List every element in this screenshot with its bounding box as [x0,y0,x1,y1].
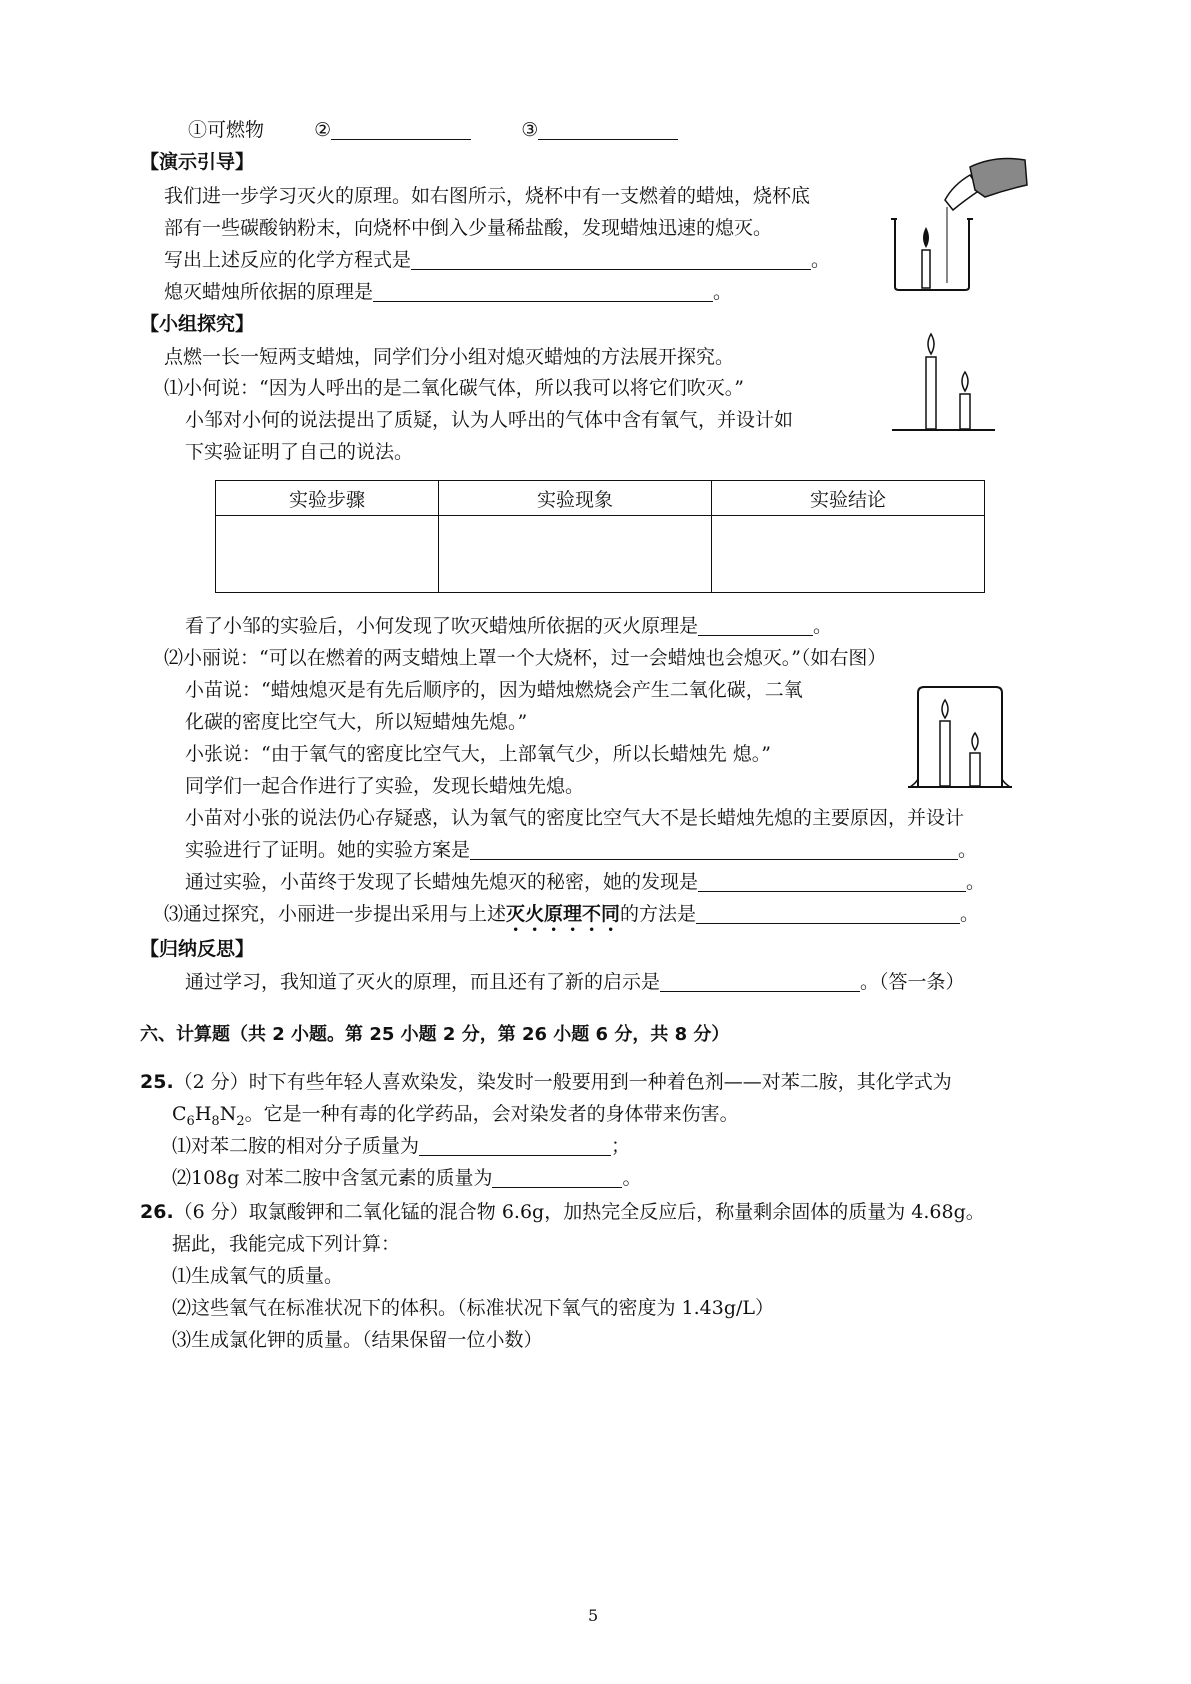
q26-part-3: ⑶生成氯化钾的质量。（结果保留一位小数） [172,1329,543,1351]
two-candles-figure [890,332,1000,434]
experiment-table [215,480,985,593]
table-cell-phenomena[interactable] [439,516,712,593]
method-blank[interactable] [696,903,960,924]
q2-line-d: 小张说：“由于氧气的密度比空气大，上部氧气少，所以长蜡烛先 熄。” [185,743,771,765]
demo-line-2: 部有一些碳酸钠粉末，向烧杯中倒入少量稀盐酸，发现蜡烛迅速的熄灭。 [164,217,773,239]
molecular-mass-blank[interactable] [419,1135,611,1156]
q2-line-b: 小苗说：“蜡烛熄灭是有先后顺序的，因为蜡烛燃烧会产生二氧化碳，二氧 [185,679,803,701]
fill-line: ①可燃物 ② ③ [188,116,678,144]
insight-blank[interactable] [660,971,860,992]
page-number: 5 [588,1606,599,1625]
equation-blank[interactable] [411,249,811,270]
beaker-pouring-figure [885,155,1030,295]
q26-part-1: ⑴生成氧气的质量。 [172,1265,344,1287]
answer-blank-3[interactable] [538,119,678,140]
q26-line-2: 据此，我能完成下列计算： [172,1233,401,1255]
q2-line-a: ⑵小丽说：“可以在燃着的两支蜡烛上罩一个大烧杯，过一会蜡烛也会熄灭。”（如右图） [164,647,887,669]
section-heading-demo: 【演示引导】 [140,151,255,173]
q2-line-c: 化碳的密度比空气大，所以短蜡烛先熄。” [185,711,528,733]
q1-line-a: ⑴小何说：“因为人呼出的是二氧化碳气体，所以我可以将它们吹灭。” [164,377,744,399]
demo-line-3: 写出上述反应的化学方程式是 。 [164,249,831,271]
answer-blank-2[interactable] [331,119,471,140]
table-header: 实验现象 [439,481,712,516]
discovery-blank[interactable] [698,871,966,892]
covered-candles-figure [908,683,1016,791]
q3-line: ⑶通过探究，小丽进一步提出采用与上述灭火原理不同的方法是 。 [164,903,980,925]
q2-line-h: 通过实验，小苗终于发现了长蜡烛先熄灭的秘密，她的发现是 。 [185,871,986,893]
question-number: 26. [140,1201,174,1223]
table-header: 实验结论 [712,481,985,516]
q1-line-b: 小邹对小何的说法提出了质疑，认为人呼出的气体中含有氧气，并设计如 [185,409,794,431]
q25-part-2: ⑵108g 对苯二胺中含氢元素的质量为 。 [172,1167,642,1189]
demo-line-4: 熄灭蜡烛所依据的原理是 。 [164,281,733,303]
question-number: 25. [140,1071,174,1093]
q26-line-1: 26.（6 分）取氯酸钾和二氧化锰的混合物 6.6g，加热完全反应后，称量剩余固体的质量为 4.68g。 [140,1201,985,1223]
after-table-line: 看了小邹的实验后，小何发现了吹灭蜡烛所依据的灭火原理是 。 [185,615,833,637]
table-row [216,516,985,593]
reflect-line: 通过学习，我知道了灭火的原理，而且还有了新的启示是 。（答一条） [185,971,965,993]
q25-part-1: ⑴对苯二胺的相对分子质量为 ； [172,1135,631,1157]
table-header-row [216,481,985,516]
blow-principle-blank[interactable] [698,615,813,636]
demo-line-1: 我们进一步学习灭火的原理。如右图所示，烧杯中有一支燃着的蜡烛，烧杯底 [164,185,811,207]
q25-line-2: $C_6H_8N_2$。它是一种有毒的化学药品，会对染发者的身体带来伤害。 [172,1103,739,1129]
plan-blank[interactable] [470,839,958,860]
q25-line-1: 25.（2 分）时下有些年轻人喜欢染发，染发时一般要用到一种着色剂——对苯二胺，其化学式为 [140,1071,952,1093]
q26-part-2: ⑵这些氧气在标准状况下的体积。（标准状况下氧气的密度为 1.43g/L） [172,1297,775,1319]
table-header: 实验步骤 [216,481,439,516]
table-cell-steps[interactable] [216,516,439,593]
section-heading-group: 【小组探究】 [140,313,255,335]
q1-line-c: 下实验证明了自己的说法。 [185,441,414,463]
q2-line-f: 小苗对小张的说法仍心存疑惑，认为氧气的密度比空气大不是长蜡烛先熄的主要原因，并设计 [185,807,965,829]
group-intro: 点燃一长一短两支蜡烛，同学们分小组对熄灭蜡烛的方法展开探究。 [164,346,735,368]
table-cell-conclusion[interactable] [712,516,985,593]
section-6-title: 六、计算题（共 2 小题。第 25 小题 2 分，第 26 小题 6 分，共 8 分） [140,1024,730,1045]
principle-blank[interactable] [373,281,713,302]
section-heading-reflect: 【归纳反思】 [140,938,255,960]
q2-line-e: 同学们一起合作进行了实验，发现长蜡烛先熄。 [185,775,585,797]
q2-line-g: 实验进行了证明。她的实验方案是 。 [185,839,978,861]
hydrogen-mass-blank[interactable] [492,1167,622,1188]
emphasized-phrase: 灭火原理不同 [506,903,621,925]
